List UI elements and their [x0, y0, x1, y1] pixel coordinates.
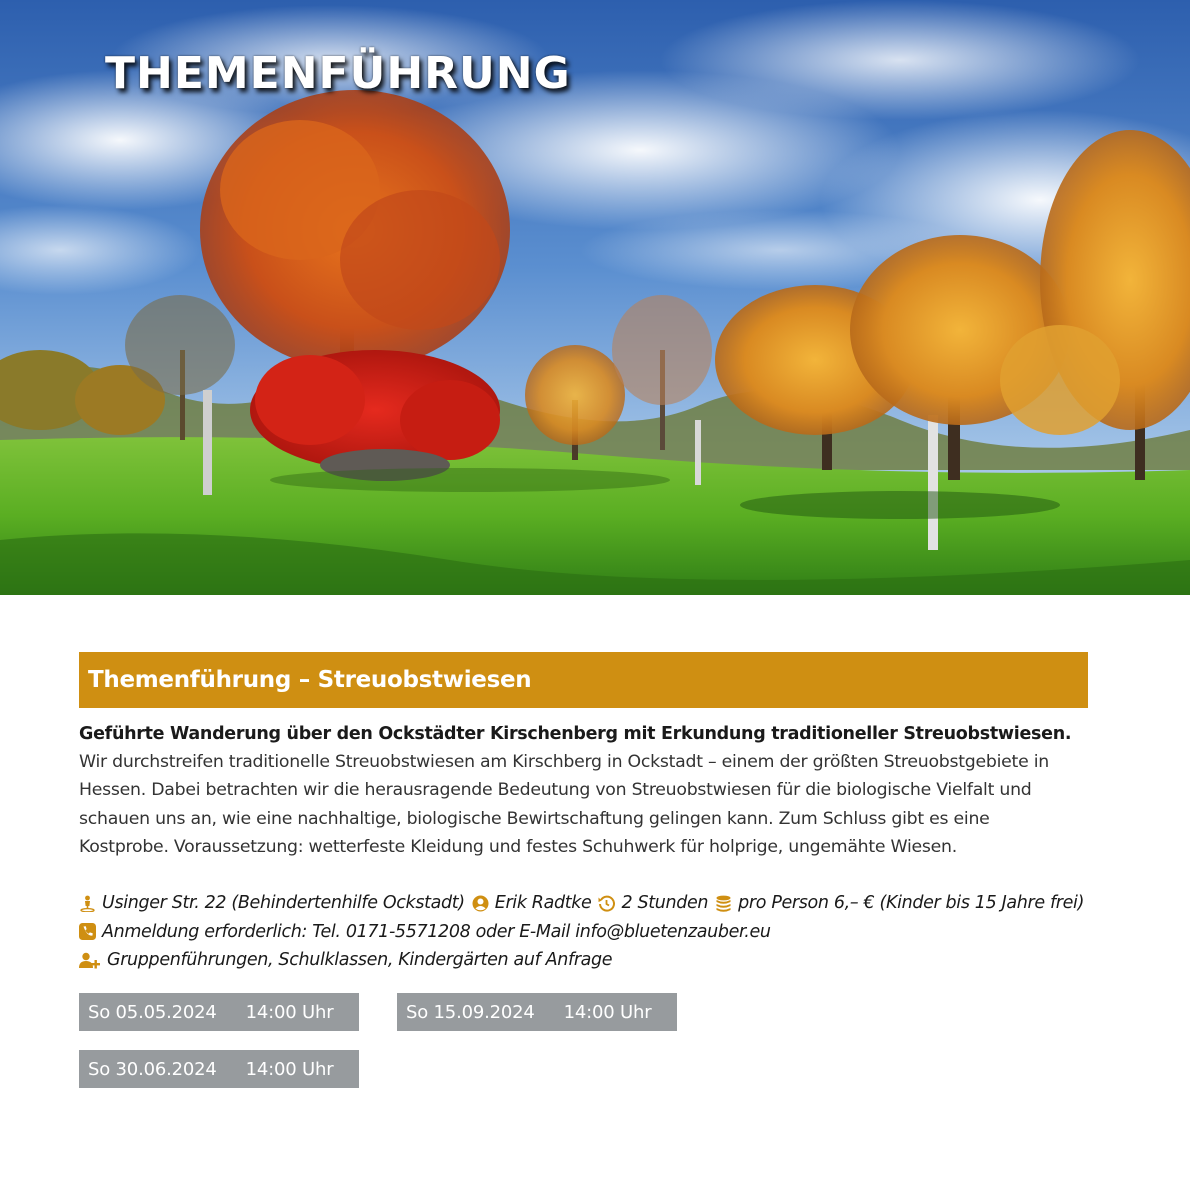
- add-user-icon: [79, 952, 101, 969]
- location-item: [79, 889, 465, 918]
- date-item: [397, 993, 677, 1031]
- time-text: 14:00 Uhr: [245, 1058, 334, 1080]
- info-line-registration: [79, 918, 1088, 947]
- phone-icon: [79, 923, 96, 940]
- location-text: Usinger Str. 22 (Behindertenhilfe Ockstadt): [102, 893, 465, 914]
- date-item: [79, 1050, 359, 1088]
- guide-item: [472, 889, 592, 918]
- info-block: [79, 889, 1088, 975]
- clock-history-icon: [598, 895, 615, 912]
- time-text: 14:00 Uhr: [563, 1001, 652, 1023]
- date-text: So 05.05.2024: [88, 1001, 217, 1023]
- hero-title: THEMENFÜHRUNG: [105, 48, 571, 99]
- coins-stack-icon: [715, 895, 732, 912]
- date-item: [79, 993, 359, 1031]
- section-heading: Themenführung – Streuobstwiesen: [88, 667, 532, 693]
- info-line-details: [79, 889, 1088, 918]
- price-text: pro Person 6,– € (Kinder bis 15 Jahre frei): [738, 893, 1085, 914]
- user-circle-icon: [472, 895, 489, 912]
- duration-item: [598, 889, 708, 918]
- info-line-groups: [79, 946, 1088, 975]
- registration-text: Anmeldung erforderlich: Tel. 0171-5571208 oder E-Mail info@bluetenzauber.eu: [102, 921, 771, 942]
- date-text: So 15.09.2024: [406, 1001, 535, 1023]
- duration-text: 2 Stunden: [621, 893, 709, 914]
- description-text: Wir durchstreifen traditionelle Streuobstwiesen am Kirschberg in Ockstadt – einem der größten Streuobstgebiete in Hessen. Dabei betrachten wir die herausragende Bedeutung von Streuobstwiesen für die biologische Vielfalt und schauen uns an, wie eine nachhaltige, biologische Bewirtschaftung gelingen kann. Zum Schluss gibt es eine Kostprobe. Voraussetzung: wetterfeste Kleidung und festes Schuhwerk für holprige, ungemähte Wiesen.: [79, 752, 1049, 857]
- section-heading-bar: [79, 652, 1088, 708]
- date-text: So 30.06.2024: [88, 1058, 217, 1080]
- groups-text: Gruppenführungen, Schulklassen, Kindergärten auf Anfrage: [107, 950, 613, 971]
- location-pin-person-icon: [79, 895, 96, 912]
- lead-text: Geführte Wanderung über den Ockstädter Kirschenberg mit Erkundung traditioneller Streuobstwiesen.: [79, 724, 1072, 744]
- time-text: 14:00 Uhr: [245, 1001, 334, 1023]
- event-section: [79, 652, 1088, 975]
- price-item: [715, 889, 1084, 918]
- guide-text: Erik Radtke: [494, 893, 592, 914]
